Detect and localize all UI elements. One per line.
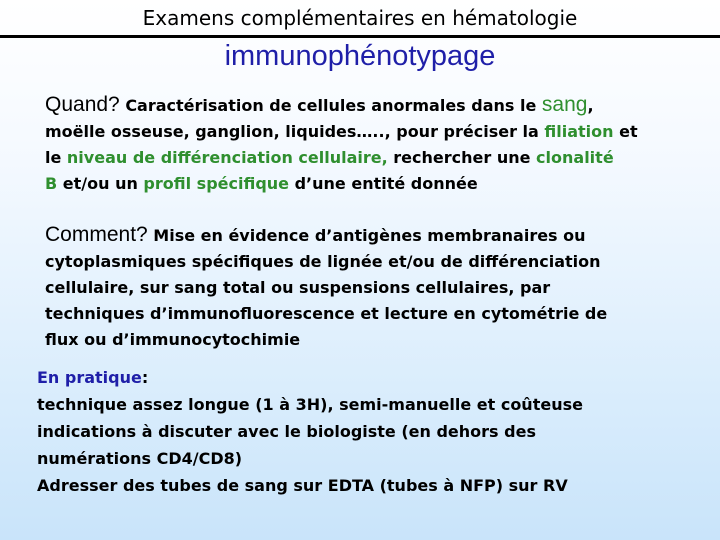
slide-header: Examens complémentaires en hématologie <box>142 6 578 30</box>
pratique-line-1: technique assez longue (1 à 3H), semi-manuelle et coûteuse <box>37 395 583 414</box>
comment-line-3: cellulaire, sur sang total ou suspensions cellulaires, par <box>45 278 551 297</box>
comment-line-4: techniques d’immunofluorescence et lecture en cytométrie de <box>45 304 608 323</box>
keyword-filiation: filiation <box>544 122 614 141</box>
keyword-niveau: niveau de différenciation cellulaire, <box>66 148 388 167</box>
quand-text-1b: , <box>587 96 594 115</box>
quand-line-4 <box>45 171 685 197</box>
keyword-b: B <box>45 174 58 193</box>
keyword-profil: profil spécifique <box>143 174 290 193</box>
pratique-colon: : <box>141 368 149 387</box>
quand-section <box>45 92 685 197</box>
quand-line-2 <box>45 119 685 145</box>
pratique-heading <box>37 364 677 391</box>
pratique-label: En pratique <box>37 368 142 387</box>
keyword-sang: sang <box>541 93 588 116</box>
comment-line-5: flux ou d’immunocytochimie <box>45 330 301 349</box>
keyword-clonalite: clonalité <box>536 148 614 167</box>
quand-text-4d: d’une entité donnée <box>289 174 478 193</box>
quand-text-2a: moëlle osseuse, ganglion, liquides….., pour préciser la <box>45 122 545 141</box>
comment-text-1: Mise en évidence d’antigènes membranaires ou <box>153 226 586 245</box>
pratique-line-3: numérations CD4/CD8) <box>37 449 243 468</box>
quand-line-3 <box>45 145 685 171</box>
pratique-line-4: Adresser des tubes de sang sur EDTA (tubes à NFP) sur RV <box>37 476 568 495</box>
quand-text-2b: et <box>613 122 638 141</box>
quand-text-3a: le <box>45 148 67 167</box>
comment-line-1 <box>45 222 685 249</box>
quand-line-1 <box>45 92 685 119</box>
pratique-section <box>37 364 677 499</box>
quand-text-3b: rechercher une <box>387 148 537 167</box>
comment-label: Comment? <box>45 223 148 246</box>
comment-line-2: cytoplasmiques spécifiques de lignée et/ou de différenciation <box>45 252 601 271</box>
comment-section <box>45 222 685 353</box>
slide-title: immunophénotypage <box>224 40 496 72</box>
quand-label: Quand? <box>45 93 120 116</box>
quand-text-1a: Caractérisation de cellules anormales dans le <box>125 96 542 115</box>
pratique-line-2: indications à discuter avec le biologiste (en dehors des <box>37 422 536 441</box>
header-rule <box>0 35 720 38</box>
quand-text-4c: et/ou un <box>57 174 144 193</box>
